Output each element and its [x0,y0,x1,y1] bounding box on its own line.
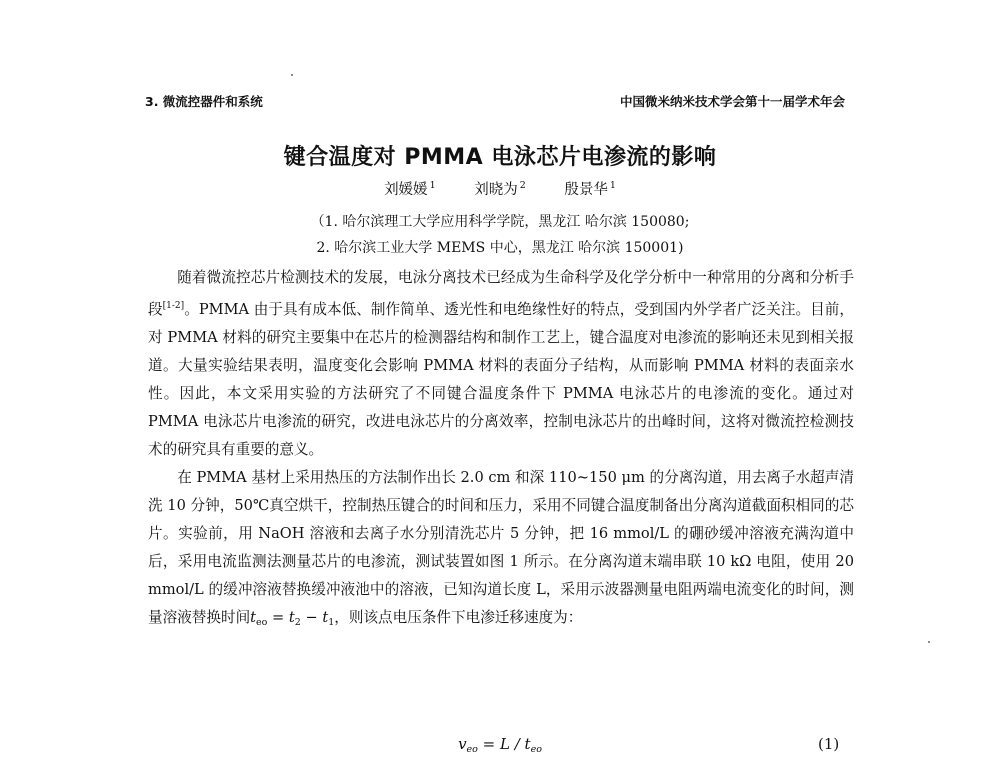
equation-number: (1) [818,735,840,753]
citation-mark: [1-2] [162,301,185,311]
equation-rhs: = L / t [477,735,531,753]
author-name: 殷景华 [564,182,608,198]
equation-1 [0,735,1000,755]
conference-name: 中国微米纳米技术学会第十一届学术年会 [619,94,845,109]
equation-lhs-sub: eo [466,744,478,755]
paragraph-text: 随着微流控芯片检测技术的发展，电泳分离技术已经成为生命科学及化学分析中一种常用的分离和分析手段 [148,269,854,318]
paragraph-text: 。PMMA 由于具有成本低、制作简单、透光性和电绝缘性好的特点，受到国内外学者广泛关注。目前，对 PMMA 材料的研究主要集中在芯片的检测器结构和制作工艺上，键合温度对电渗流的影响还未见到相关报道。大量实验结果表明，温度变化会影响 PMMA 材料的表面分子结构，从而影响 PMMA 材料的表面亲水性。因此，本文采用实验的方法研究了不同键合温度条件下 PMMA 电泳芯片的电渗流的变化。通过对 PMMA 电泳芯片电渗流的研究，改进电泳芯片的分离效率，控制电泳芯片的出峰时间，这将对微流控检测技术的研究具有重要的意义。 [148,301,854,458]
author-affil-mark: 2 [519,180,526,191]
inline-var: t [250,609,257,626]
paragraph-text: ，则该点电压条件下电渗迁移速度为： [334,609,583,626]
paragraph-text: 在 PMMA 基材上采用热压的方法制作出长 2.0 cm 和深 110~150 μm 的分离沟道，用去离子水超声清洗 10 分钟，50℃真空烘干，控制热压键合的时间和压力，采用不同键合温度制备出分离沟道截面积相同的芯片。实验前，用 NaOH 溶液和去离子水分别清洗芯片 5 分钟，把 16 mmol/L 的硼砂缓冲溶液充满沟道中后，采用电流监测法测量芯片的电渗流，测试装置如图 1 所示。在分离沟道末端串联 10 kΩ 电阻，使用 20 mmol/L 的缓冲溶液替换缓冲液池中的溶液，已知沟道长度 L，采用示波器测量电阻两端电流变化的时间，测量溶液替换时间 [148,469,854,626]
section-label: 3. 微流控器件和系统 [145,94,263,109]
body-text [148,264,854,637]
scan-speck [928,641,930,643]
author-affil-mark: 1 [429,180,436,191]
paper-title: 键合温度对 PMMA 电泳芯片电渗流的影响 [283,145,717,170]
author-1 [384,182,436,198]
equation-lhs: v [458,735,467,753]
inline-op: − [300,609,323,626]
paragraph-intro [148,264,854,464]
inline-sub: 1 [328,617,335,628]
inline-op: = [267,609,289,626]
author-affil-mark: 1 [609,180,616,191]
scan-speck [291,74,293,76]
author-name: 刘媛媛 [384,182,428,198]
author-list [0,178,1000,199]
affiliation-2: 2. 哈尔滨工业大学 MEMS 中心，黑龙江 哈尔滨 150001) [316,240,684,256]
running-header [145,92,845,112]
equation-rhs-sub: eo [530,744,542,755]
author-name: 刘晓为 [474,182,518,198]
author-3 [564,182,616,198]
inline-sub: eo [256,617,268,628]
author-2 [474,182,526,198]
paragraph-method [148,464,854,637]
inline-sub: 2 [294,617,301,628]
affiliation-1: （1. 哈尔滨理工大学应用科学学院，黑龙江 哈尔滨 150080; [310,214,690,230]
inline-var: t [288,609,295,626]
inline-var: t [322,609,329,626]
